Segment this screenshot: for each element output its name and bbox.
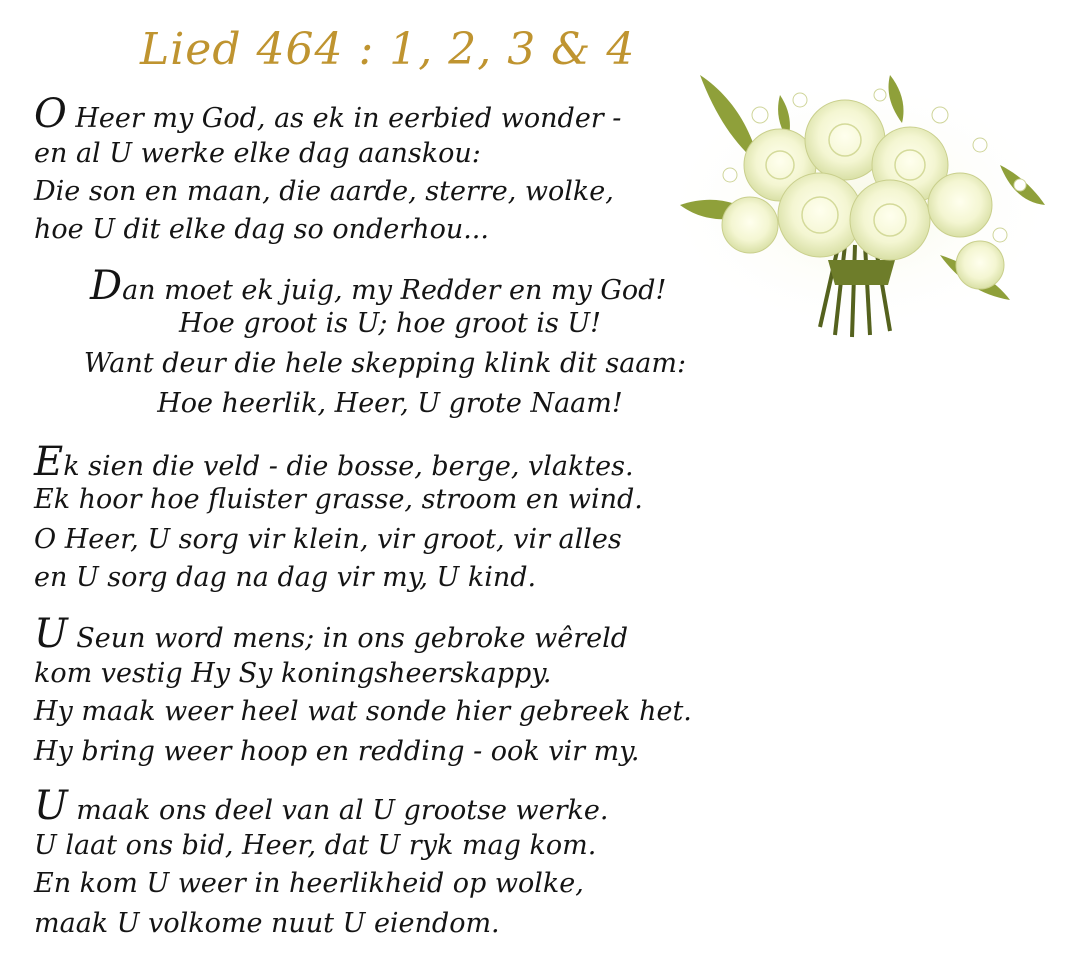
drop-cap: O <box>34 91 67 137</box>
refrain-line: Dan moet ek juig, my Redder en my God! <box>90 263 667 309</box>
verse-line: Hy maak weer heel wat sonde hier gebreek het. <box>34 696 692 727</box>
refrain-line: Want deur die hele skepping klink dit saam: <box>83 348 687 379</box>
flower-bouquet-icon <box>640 55 1060 345</box>
refrain-line: Hoe groot is U; hoe groot is U! <box>178 308 602 339</box>
verse-line: Hy bring weer hoop en redding - ook vir my. <box>34 736 640 767</box>
verse-line: U maak ons deel van al U grootse werke. <box>34 783 609 829</box>
verse-line: kom vestig Hy Sy koningsheerskappy. <box>34 658 552 689</box>
verse-line: en al U werke elke dag aanskou: <box>34 138 481 169</box>
hymn-title: Lied 464 : 1, 2, 3 & 4 <box>140 24 636 75</box>
verse-line: Ek sien die veld - die bosse, berge, vlaktes. <box>34 439 634 485</box>
drop-cap: U <box>34 611 68 657</box>
drop-cap: D <box>90 263 123 309</box>
verse-line: hoe U dit elke dag so onderhou... <box>34 214 489 245</box>
verse-line: En kom U weer in heerlikheid op wolke, <box>34 868 584 899</box>
verse-line: maak U volkome nuut U eiendom. <box>34 908 500 939</box>
verse-line: en U sorg dag na dag vir my, U kind. <box>34 562 537 593</box>
verse-line: Die son en maan, die aarde, sterre, wolke, <box>34 176 614 207</box>
drop-cap: U <box>34 783 68 829</box>
refrain-line: Hoe heerlik, Heer, U grote Naam! <box>157 388 623 419</box>
drop-cap: E <box>34 439 64 485</box>
verse-line: O Heer, U sorg vir klein, vir groot, vir alles <box>34 524 622 555</box>
verse-line: U laat ons bid, Heer, dat U ryk mag kom. <box>34 830 597 861</box>
verse-line: U Seun word mens; in ons gebroke wêreld <box>34 611 628 657</box>
verse-line: Ek hoor hoe fluister grasse, stroom en wind. <box>34 484 643 515</box>
verse-line: O Heer my God, as ek in eerbied wonder - <box>34 91 622 137</box>
